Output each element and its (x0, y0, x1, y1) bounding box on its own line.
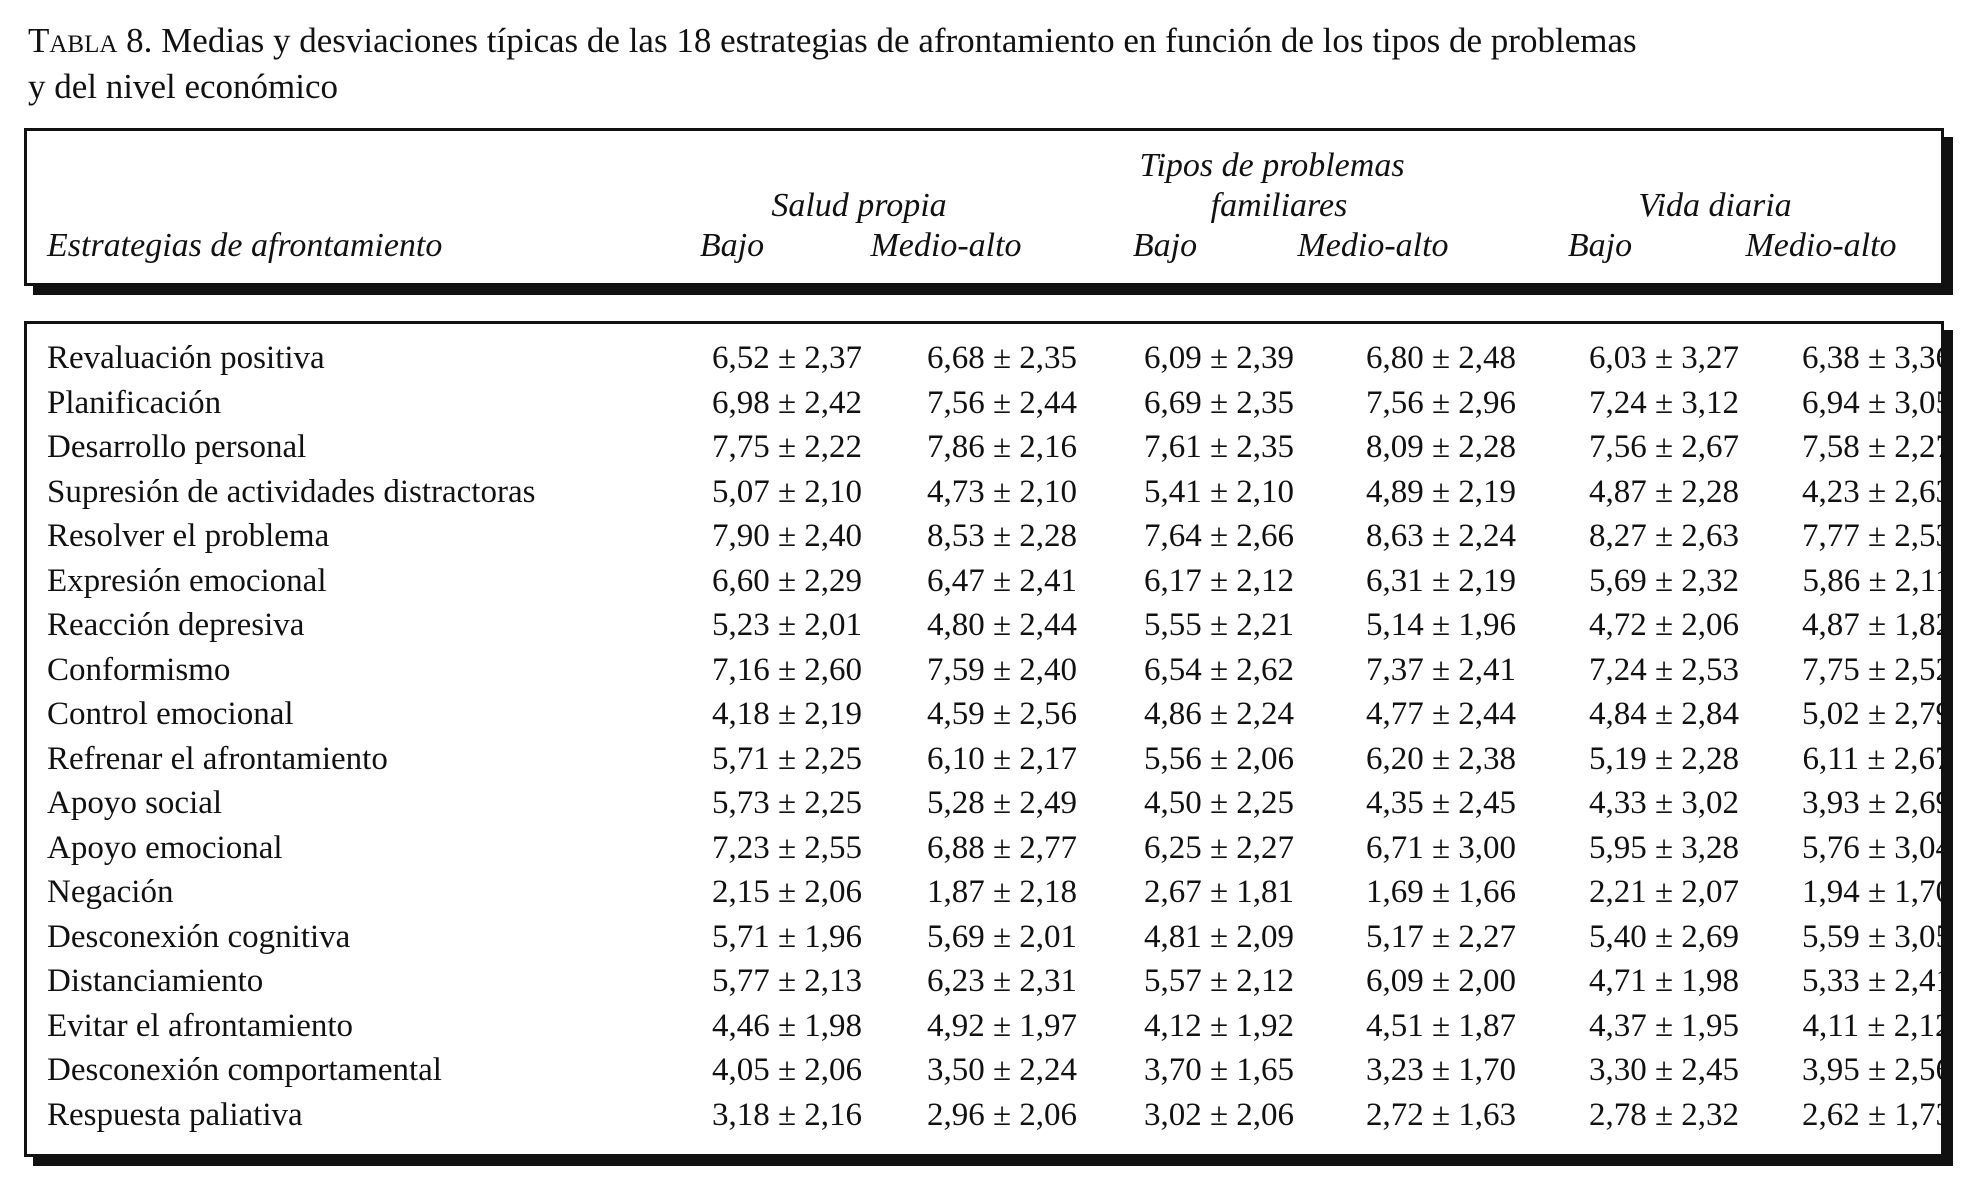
table-cell: 4,05 ± 2,06 (711, 1052, 863, 1088)
table-cell: 5,95 ± 3,28 (1588, 829, 1740, 866)
table-cell: 4,92 ± 1,97 (926, 1007, 1078, 1044)
table-cell: 4,12 ± 1,92 (1143, 1007, 1295, 1044)
table-cell: 3,18 ± 2,16 (711, 1096, 863, 1133)
table-cell: 5,02 ± 2,79 (1801, 696, 1953, 732)
table-cell: 6,80 ± 2,48 (1365, 340, 1517, 376)
table-rows (27, 336, 1953, 1137)
table-cell: 5,73 ± 2,25 (711, 785, 863, 821)
strategy-name: Supresión de actividades distractoras (47, 473, 536, 510)
table-cell: 1,69 ± 1,66 (1365, 874, 1517, 910)
table-row (27, 1048, 1953, 1093)
table-row (27, 648, 1953, 693)
table-cell: 2,15 ± 2,06 (711, 874, 863, 910)
table-row (27, 514, 1953, 559)
strategy-name: Revaluación positiva (47, 340, 325, 376)
table-cell: 7,56 ± 2,44 (926, 384, 1078, 421)
table-row (27, 336, 1953, 381)
table-cell: 7,56 ± 2,96 (1365, 384, 1517, 421)
table-caption (28, 18, 1928, 110)
table-row (27, 737, 1952, 782)
sub-header: Medio-alto (870, 227, 1022, 264)
caption-text: Medias y desviaciones típicas de las 18 estrategias de afrontamiento en función de los tipos de problemas (152, 21, 1637, 60)
table-cell: 7,86 ± 2,16 (926, 429, 1078, 465)
table-cell: 7,64 ± 2,66 (1143, 518, 1295, 554)
stub-header: Estrategias de afrontamiento (47, 227, 443, 264)
table-cell: 2,72 ± 1,63 (1365, 1096, 1517, 1133)
table-cell: 7,61 ± 2,35 (1143, 429, 1295, 465)
strategy-name: Respuesta paliativa (47, 1096, 303, 1133)
table-cell: 4,50 ± 2,25 (1143, 785, 1295, 821)
table-cell: 7,90 ± 2,40 (711, 518, 863, 554)
strategy-name: Desconexión cognitiva (47, 918, 351, 955)
table-cell: 4,77 ± 2,44 (1365, 696, 1517, 732)
table-row (27, 559, 1952, 604)
table-cell: 4,59 ± 2,56 (926, 696, 1078, 732)
table-cell: 7,75 ± 2,22 (711, 429, 863, 465)
table-cell: 4,18 ± 2,19 (711, 696, 863, 732)
strategy-name: Apoyo emocional (47, 829, 283, 866)
table-cell: 4,86 ± 2,24 (1143, 696, 1295, 732)
table-cell: 4,37 ± 1,95 (1588, 1007, 1740, 1044)
table-row (27, 826, 1953, 871)
table-row (27, 870, 1953, 915)
strategy-name: Desconexión comportamental (47, 1052, 442, 1088)
table-row (27, 1093, 1953, 1138)
table-cell: 5,28 ± 2,49 (926, 785, 1078, 821)
table-cell: 8,09 ± 2,28 (1365, 429, 1517, 465)
table-cell: 5,07 ± 2,10 (711, 473, 863, 510)
table-cell: 1,94 ± 1,70 (1801, 874, 1953, 910)
table-cell: 5,19 ± 2,28 (1588, 740, 1740, 777)
table-cell: 4,84 ± 2,84 (1588, 696, 1740, 732)
table-cell: 5,57 ± 2,12 (1143, 963, 1295, 999)
table-cell: 6,03 ± 3,27 (1588, 340, 1740, 376)
table-cell: 2,21 ± 2,07 (1588, 874, 1740, 910)
table-cell: 6,20 ± 2,38 (1365, 740, 1517, 777)
table-row (27, 470, 1953, 515)
table-cell: 6,94 ± 3,05 (1801, 384, 1953, 421)
strategy-name: Evitar el afrontamiento (47, 1007, 354, 1044)
table-cell: 5,77 ± 2,13 (711, 963, 863, 999)
strategy-name: Refrenar el afrontamiento (47, 740, 388, 777)
strategy-name: Expresión emocional (47, 562, 327, 599)
table-cell: 5,40 ± 2,69 (1588, 918, 1740, 955)
caption-label: Tabla 8. (28, 21, 153, 60)
table-cell: 4,46 ± 1,98 (711, 1007, 863, 1044)
table-cell: 6,60 ± 2,29 (711, 562, 863, 599)
table-cell: 6,52 ± 2,37 (711, 340, 863, 376)
table-row (27, 959, 1953, 1004)
table-row (27, 692, 1953, 737)
table-header (24, 128, 1944, 286)
table-cell: 8,63 ± 2,24 (1365, 518, 1517, 554)
table-cell: 3,50 ± 2,24 (926, 1052, 1078, 1088)
table-cell: 3,95 ± 2,56 (1801, 1052, 1953, 1088)
table-cell: 5,71 ± 1,96 (711, 918, 863, 955)
group-salud-propia: Salud propia (771, 187, 947, 224)
table-cell: 6,25 ± 2,27 (1143, 829, 1295, 866)
strategy-name: Resolver el problema (47, 518, 330, 554)
table-row (27, 781, 1953, 826)
table-cell: 2,62 ± 1,73 (1801, 1096, 1953, 1133)
table-cell: 7,37 ± 2,41 (1365, 651, 1517, 688)
table-cell: 5,56 ± 2,06 (1143, 740, 1295, 777)
table-cell: 7,59 ± 2,40 (926, 651, 1078, 688)
table-cell: 4,33 ± 3,02 (1588, 785, 1740, 821)
table-cell: 4,89 ± 2,19 (1365, 473, 1517, 510)
sub-header: Bajo (699, 227, 765, 264)
table-cell: 4,23 ± 2,63 (1801, 473, 1953, 510)
table-cell: 4,80 ± 2,44 (926, 607, 1078, 643)
strategy-name: Apoyo social (47, 785, 223, 821)
table-cell: 6,23 ± 2,31 (926, 963, 1078, 999)
table-cell: 4,71 ± 1,98 (1588, 963, 1740, 999)
table-cell: 3,02 ± 2,06 (1143, 1096, 1295, 1133)
table-cell: 6,54 ± 2,62 (1143, 651, 1295, 688)
table-cell: 7,75 ± 2,52 (1801, 651, 1953, 688)
table-cell: 5,76 ± 3,04 (1801, 829, 1953, 866)
sub-header: Bajo (1132, 227, 1198, 264)
table-cell: 2,78 ± 2,32 (1588, 1096, 1740, 1133)
table-cell: 7,77 ± 2,53 (1801, 518, 1953, 554)
table-row (27, 915, 1953, 960)
table-row (27, 381, 1953, 426)
table-cell: 5,17 ± 2,27 (1365, 918, 1517, 955)
table-cell: 3,93 ± 2,69 (1801, 785, 1953, 821)
strategy-name: Control emocional (47, 696, 294, 732)
table-body (24, 321, 1953, 1157)
table-cell: 5,69 ± 2,01 (926, 918, 1078, 955)
table-row (27, 1004, 1952, 1049)
table-cell: 6,69 ± 2,35 (1143, 384, 1295, 421)
table-cell: 6,09 ± 2,00 (1365, 963, 1517, 999)
table-cell: 7,58 ± 2,27 (1801, 429, 1953, 465)
table-cell: 8,53 ± 2,28 (926, 518, 1078, 554)
strategy-name: Reacción depresiva (47, 607, 305, 643)
table-cell: 7,56 ± 2,67 (1588, 429, 1740, 465)
table-row (27, 603, 1953, 648)
caption-line2: y del nivel económico (28, 67, 339, 106)
table-cell: 5,41 ± 2,10 (1143, 473, 1295, 510)
strategy-name: Conformismo (47, 651, 231, 688)
strategy-name: Negación (47, 874, 174, 910)
sub-header: Bajo (1567, 227, 1633, 264)
group-familiares: familiares (1210, 187, 1348, 224)
table-cell: 5,69 ± 2,32 (1588, 562, 1740, 599)
table-cell: 3,23 ± 1,70 (1365, 1052, 1517, 1088)
table-cell: 4,87 ± 1,82 (1801, 607, 1953, 643)
table-cell: 1,87 ± 2,18 (926, 874, 1078, 910)
table-cell: 5,23 ± 2,01 (711, 607, 863, 643)
table-row (27, 425, 1953, 470)
table-cell: 6,10 ± 2,17 (926, 740, 1078, 777)
table-cell: 4,73 ± 2,10 (926, 473, 1078, 510)
table-cell: 6,38 ± 3,36 (1801, 340, 1953, 376)
table-cell: 7,24 ± 2,53 (1588, 651, 1740, 688)
table-cell: 5,86 ± 2,11 (1802, 562, 1952, 599)
table-cell: 4,72 ± 2,06 (1588, 607, 1740, 643)
table-cell: 6,17 ± 2,12 (1143, 562, 1295, 599)
table-cell: 5,59 ± 3,05 (1801, 918, 1953, 955)
table-cell: 6,71 ± 3,00 (1365, 829, 1517, 866)
table-cell: 6,09 ± 2,39 (1143, 340, 1295, 376)
table-cell: 5,71 ± 2,25 (711, 740, 863, 777)
table-cell: 5,33 ± 2,41 (1801, 963, 1953, 999)
table-cell: 5,14 ± 1,96 (1365, 607, 1517, 643)
table-cell: 4,11 ± 2,12 (1802, 1007, 1952, 1044)
sub-header: Medio-alto (1745, 227, 1897, 264)
table-cell: 6,88 ± 2,77 (926, 829, 1078, 866)
table-cell: 3,70 ± 1,65 (1143, 1052, 1295, 1088)
table-cell: 4,35 ± 2,45 (1365, 785, 1517, 821)
strategy-name: Planificación (47, 384, 222, 421)
table-cell: 6,98 ± 2,42 (711, 384, 863, 421)
strategy-name: Desarrollo personal (47, 429, 307, 465)
group-title: Tipos de problemas (1139, 147, 1405, 184)
table-cell: 2,96 ± 2,06 (926, 1096, 1078, 1133)
table-cell: 4,87 ± 2,28 (1588, 473, 1740, 510)
table-cell: 4,51 ± 1,87 (1365, 1007, 1517, 1044)
table-cell: 6,31 ± 2,19 (1365, 562, 1517, 599)
sub-header: Medio-alto (1297, 227, 1449, 264)
table-cell: 4,81 ± 2,09 (1143, 918, 1295, 955)
strategy-name: Distanciamiento (47, 963, 264, 999)
table-cell: 7,23 ± 2,55 (711, 829, 863, 866)
table-cell: 6,47 ± 2,41 (926, 562, 1078, 599)
table-cell: 3,30 ± 2,45 (1588, 1052, 1740, 1088)
table-cell: 7,24 ± 3,12 (1588, 384, 1740, 421)
table-cell: 6,68 ± 2,35 (926, 340, 1078, 376)
table-cell: 6,11 ± 2,67 (1802, 740, 1952, 777)
table-cell: 2,67 ± 1,81 (1143, 874, 1295, 910)
table-cell: 8,27 ± 2,63 (1588, 518, 1740, 554)
group-vida-diaria: Vida diaria (1638, 187, 1792, 224)
table-cell: 5,55 ± 2,21 (1143, 607, 1295, 643)
table-cell: 7,16 ± 2,60 (711, 651, 863, 688)
